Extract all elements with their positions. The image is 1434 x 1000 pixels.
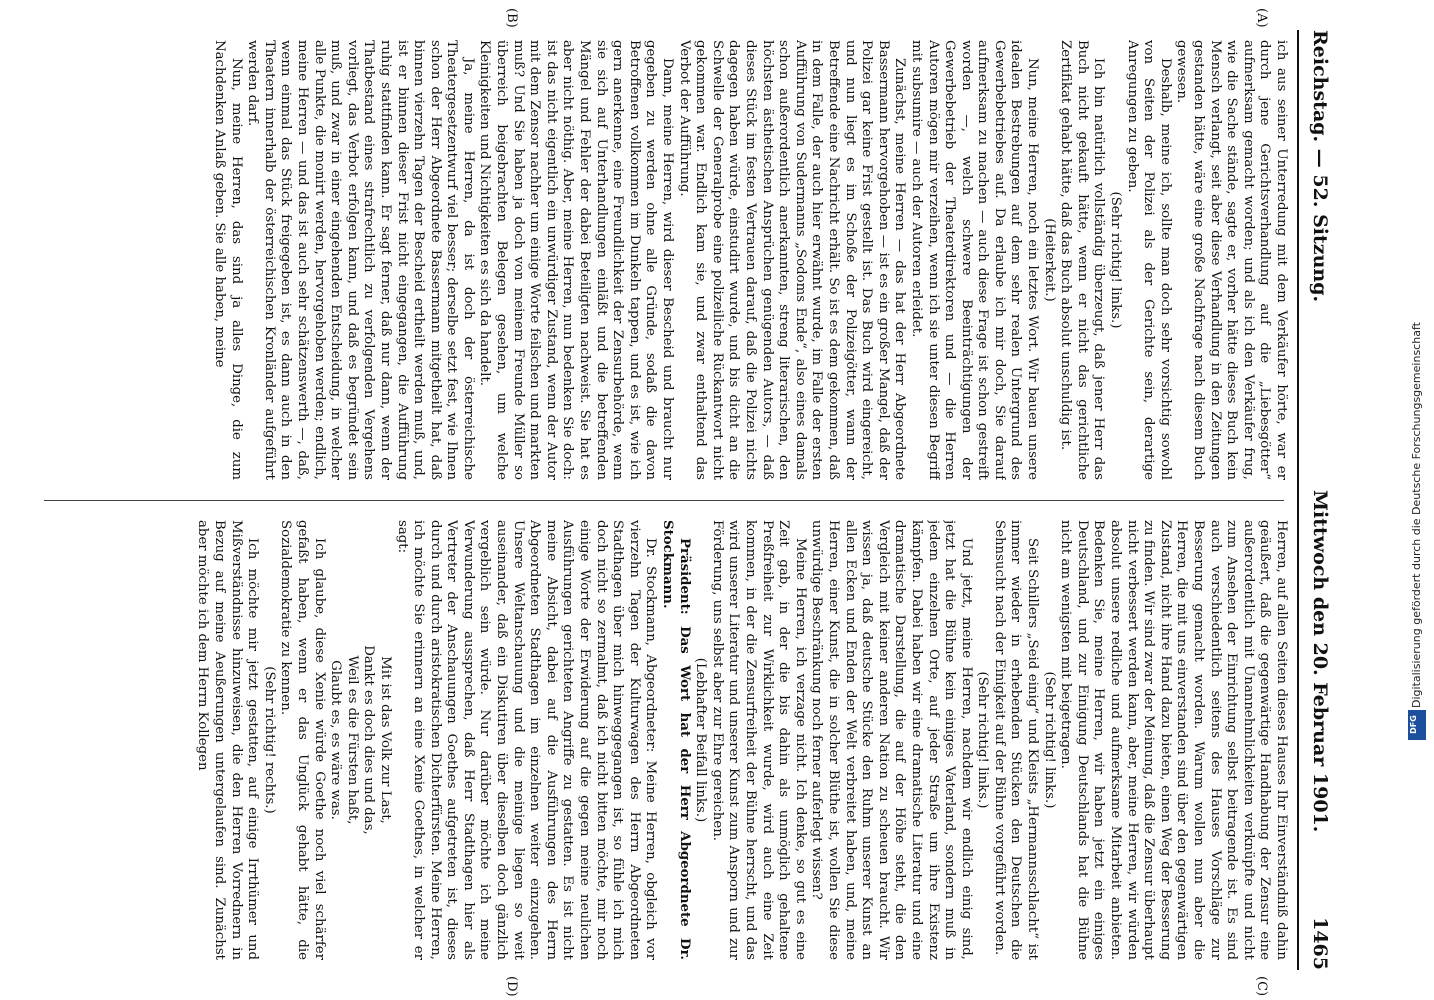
interjection: (Sehr richtig! links.) — [1041, 671, 1057, 809]
verse-line: Weil es die Fürsten haßt, — [344, 655, 360, 825]
paragraph: Zunächst, meine Herren — das hat der Herr Abgeordnete Bassermann hervorgehoben — ist es ein großer Mangel, daß der Polizei gar keine Frist gestellt ist. Das Buch wird eingereicht, und nun liegt es im Schoße der Polizeigötter, wann der Betreffende eine Nachricht erhält. So ist es dem gekommen, daß in dem Falle, der auch hier erwähnt wurde, im Falle der ersten Aufführung von Sudermanns „Sodoms Ende“, also eines damals schon außerordentlich anerkannten, streng literarischen, den höchsten ästhetischen Ansprüchen genügenden Autors, — daß dieses Stück im festen Vertrauen darauf, daß die Polizei nichts dagegen haben würde, einstudirt wurde, und bis dicht an die Schwelle der Generalprobe eine polizeiliche Rückantwort nicht gekommen war. Endlich kam sie, und zwar enthaltend das Verbot der Aufführung. — [676, 40, 908, 480]
header-left: Reichstag. — 52. Sitzung. — [1309, 30, 1331, 303]
dfg-logo-text: DFG — [1408, 715, 1418, 734]
margin-marker-c: (C) — [1254, 976, 1269, 997]
interjection: (Sehr richtig! links.) — [1108, 191, 1124, 329]
paragraph: Und jetzt, meine Herren, nachdem wir endlich einig sind, jetzt hat die Bühne kein einiges Vaterland, sondern muß in jedem einzelnen Orte, auf jeder Straße um ihre Existenz kämpfen. Dabei haben wir eine dramatische Literatur und eine dramatische Darstellung, die auf der Höhe steht, die den Vergleich mit keiner anderen Nation zu scheuen braucht. Wir wissen ja, daß deutsche Stücke den Ruhm unserer Kunst an allen Ecken und Enden der Welt verbreitet haben, und, meine Herren, einer Kunst, die in solcher Blüthe ist, wollen Sie diese unwürdige Beschränkung noch ferner auferlegt wissen? — [809, 520, 974, 960]
paragraph: Nun, meine Herren, noch ein letztes Wort. Wir bauen unsere idealen Bestrebungen auf dem sehr realen Untergrund des Gewerbebetriebes auf. Da erlaube ich mir doch, Sie darauf aufmerksam zu machen — auch diese Frage ist schon gestreift worden —, welch schwere Beeinträchtigungen der Gewerbebetrieb der Theaterdirektoren und — die Herren Autoren mögen mir verzeihen, wenn ich sie unter diesen Begriff mit subsumire — auch der Autoren erleidet. — [908, 40, 1041, 480]
verse-line: Glaubt es, es wäre was. — [328, 660, 344, 820]
sheet — [24, 8, 1339, 997]
paragraph: Meine Herren, ich verzage nicht. Ich denke, so gut es eine Zeit gab, in der die bis dahin als unmöglich gehaltene Preßfreiheit zur Wirklichkeit wurde, wird auch eine Zeit kommen, in der die Zensurfreiheit der Bühne herrscht, und das wird unserer Literatur und unserer Kunst zum Ansporn und zur Förderung, uns selbst aber zur Ehre gereichen. — [709, 520, 808, 960]
speaker-paragraph: Präsident: Das Wort hat der Herr Abgeordnete Dr. Stockmann. — [660, 520, 692, 960]
header-date: Mittwoch den 20. Februar 1901. — [1309, 490, 1331, 833]
column-divider — [44, 500, 1284, 501]
interjection: (Sehr richtig! links.) — [975, 671, 991, 809]
paragraph: Herren, auf allen Seiten dieses Hauses Ihr Einverständniß dahin geäußert, daß die gegenwärtige Handhabung der Zensur eine außerordentlich mit Unannehmlichkeiten verknüpfte und nicht zum Ansehen der Einrichtung selbst beitragende ist. Es sind auch verschiedentlich seitens des Hauses Vorschläge zur Besserung gemacht worden. Warum wollen nun aber die Herren, die mit uns einverstanden sind über den gegenwärtigen Zustand, nicht ihre Hand dazu bieten, einen Weg der Besserung zu finden. Wir sind zwar der Meinung, daß die Zensur überhaupt nicht verbessert werden kann, aber, meine Herren, wir würden absolut unsere redliche und aufmerksame Mitarbeit anbieten. Bedenken Sie, meine Herren, wir haben jetzt ein einiges Deutschland, und zur Einigung Deutschlands hat die Bühne nicht am wenigsten mit beigetragen. — [1058, 520, 1289, 960]
paragraph: ich aus seiner Unterredung mit dem Verkäufer hörte, war er durch jene Gerichtsverhandlung auf die „Liebesgötter“ aufmerksam gemacht worden; und als ich den Verkäufer frug, wie die Sache stände, sagte er, vorher hätte dieses Buch kein Mensch verlangt, seit aber diese Verhandlung in den Zeitungen gestanden hätte, wäre eine große Nachfrage nach diesem Buch gewesen. — [1174, 40, 1289, 480]
paragraph: Deshalb, meine ich, sollte man doch sehr vorsichtig sowohl von Seiten der Polizei als der Gerichte sein, derartige Anregungen zu geben. — [1124, 40, 1173, 480]
margin-marker-a: (A) — [1254, 8, 1269, 28]
paragraph: Seit Schillers „Seid einig“ und Kleists „Hermannsschlacht“ ist immer wieder in erhebenden Stücken den Deutschen die Sehnsucht nach der Einigkeit auf der Bühne vorgeführt worden. — [991, 520, 1041, 960]
dfg-logo — [1408, 710, 1426, 740]
paragraph: Ich glaube, diese Xenie würde Goethe noch viel schärfer gefaßt haben, wenn er das Unglück gehabt hätte, die Sozialdemokratie zu kennen. — [278, 520, 327, 960]
page-number: 1465 — [1309, 917, 1331, 970]
text-column-right — [39, 520, 1289, 960]
interjection: (Sehr richtig! rechts.) — [261, 666, 277, 814]
digitization-credit — [1408, 8, 1428, 748]
margin-marker-b: (B) — [504, 8, 519, 28]
margin-marker-d: (D) — [504, 976, 519, 997]
paragraph: Dann, meine Herren, wird dieser Bescheid und braucht nur gegeben zu werden ohne alle Gründe, sodaß die davon Betroffenen vollkommen im Dunkeln tappen, und es ist, wie ich gern anerkenne, eine Freundlichkeit der Zensurbehörde, wenn sie sich auf Unterhandlungen einläßt und die betreffenden Mängel und Fehler der dabei Beteiligten nachweist. Sie hat es aber nicht nöthig. Aber, meine Herren, nun bedenken Sie doch: ist das nicht eigentlich ein unwürdiger Zustand, wenn der Autor mit dem Zensor nachher um einige Worte feilschen und markten muß? Und Sie haben ja doch von meinem Freunde Müller so überreich beigebrachten Belegen gesehen, um welche Kleinigkeiten und Nichtigkeiten es sich da handelt. — [477, 40, 676, 480]
header-rule — [1297, 30, 1299, 970]
text-column-left — [39, 40, 1289, 480]
paragraph: Ich möchte mir jetzt gestatten, auf einige Irrthümer und Mißverständnisse hinzuweisen, die den Herren Vorrednern in Bezug auf meine Aeußerungen untergelaufen sind. Zunächst aber möchte ich dem Herrn Kollegen — [195, 520, 261, 960]
interjection: (Heiterkeit.) — [1041, 218, 1057, 302]
interjection: (Lebhafter Beifall links.) — [693, 657, 709, 823]
paragraph: Ja, meine Herren, da ist doch der österreichische Theatergesetzentwurf viel besser; derselbe setzt fest, wie Ihnen schon der Herr Abgeordnete Bassermann mitgetheilt hat, daß binnen vierzehn Tagen der Bescheid ertheilt werden muß, und, ist er binnen dieser Frist nicht eingegangen, die Aufführung ruhig stattfinden kann. Er sagt ferner, daß nur dann, wenn der Thatbestand eines strafrechtlich zu verfolgenden Vergehens vorliegt, das Verbot erfolgen kann, und daß es begründet sein muß, und zwar in einer eingehenden Entscheidung, in welcher alle Punkte, die monirt werden, hervorgehoben werden; endlich, meine Herren — und das ist auch sehr schätzenswerth —, daß, wenn einmal das Stück freigegeben ist, es dann auch in den Theatern innerhalb der österreichischen Kronländer aufgeführt werden darf. — [245, 40, 476, 480]
verse-line: Dankt es doch dies und das, — [361, 645, 377, 835]
paragraph: Ich bin natürlich vollständig überzeugt, daß jener Herr das Buch nicht gekauft hätte, wenn er nicht das gerichtliche Zertifikat gehabt hätte, daß das Buch absolut unschuldig ist. — [1058, 40, 1107, 480]
page-header — [1299, 30, 1339, 970]
verse-line: Mit ist das Volk zur Last, — [377, 656, 393, 824]
credit-text: Digitalisierung gefördert durch die Deutsche Forschungsgemeinschaft — [1410, 322, 1423, 708]
speaker-paragraph: Dr. Stockmann, Abgeordneter: Meine Herren, obgleich vor vierzehn Tagen der Kulturwagen des Herrn Abgeordneten Stadthagen über mich hinweggegangen ist, so fühle ich mich doch nicht so zermalmt, daß ich nicht bitten möchte, mir noch einige Worte der Erwiderung auf die gegen meine neulichen Ausführungen gerichteten Angriffe zu gestatten. Es ist nicht meine Absicht, dabei auf die Ausführungen des Herrn Abgeordneten Stadthagen im einzelnen weiter einzugehen. Unsere Weltanschauung und die meinige liegen so weit auseinander, daß ein Diskutiren über dieselben doch gänzlich vergeblich sein würde. Nur darüber möchte ich meine Verwunderung aussprechen, daß Herr Stadthagen hier als Vertreter der Anschauungen Goethes aufgetreten ist, dieses durch und durch aristokratischen Dichterfürsten. Meine Herren, ich möchte Sie erinnern an eine Xenie Goethes, in welcher er sagt: — [394, 520, 659, 960]
paragraph: Nun, meine Herren, das sind ja alles Dinge, die zum Nachdenken Anlaß geben. Sie alle haben, meine — [212, 40, 244, 480]
